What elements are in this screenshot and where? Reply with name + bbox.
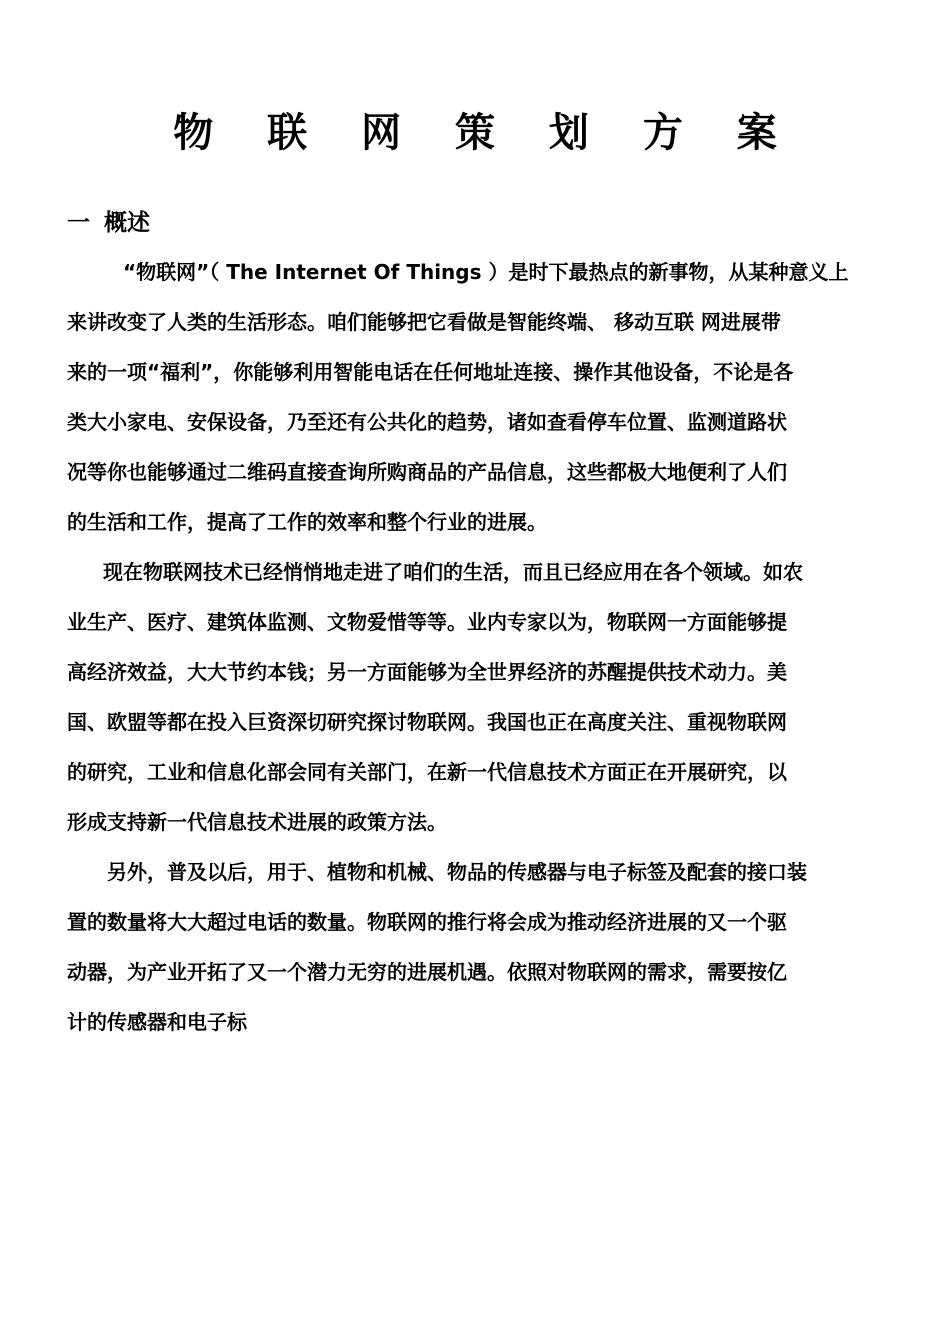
text-line: 的研究，工业和信息化部会同有关部门，在新一代信息技术方面正在开展研究，以 [67,760,787,784]
text-line: “物联网”（ The Internet Of Things ）是时下最热点的新事物，从某种意义上 [123,260,849,284]
text-line: 高经济效益，大大节约本钱；另一方面能够为全世界经济的苏醒提供技术动力。美 [67,660,787,684]
text-line: 置的数量将大大超过电话的数量。物联网的推行将会成为推动经济进展的又一个驱 [67,910,787,934]
text-line: 况等你也能够通过二维码直接查询所购商品的产品信息，这些都极大地便利了人们 [67,460,787,484]
body-text [67,255,887,1055]
text-line: 来讲改变了人类的生活形态。咱们能够把它看做是智能终端、 移动互联 网进展带 [67,310,781,334]
text-line: 计的传感器和电子标 [67,1010,247,1034]
text-line: 类大小家电、安保设备，乃至还有公共化的趋势，诸如查看停车位置、监测道路状 [67,410,787,434]
text-line: 另外，普及以后，用于、植物和机械、物品的传感器与电子标签及配套的接口装 [107,860,807,884]
text-line: 业生产、医疗、建筑体监测、文物爱惜等等。业内专家以为，物联网一方面能够提 [67,610,787,634]
text-line: 动器，为产业开拓了又一个潜力无穷的进展机遇。依照对物联网的需求，需要按亿 [67,960,787,984]
text-line: 形成支持新一代信息技术进展的政策方法。 [67,810,447,834]
text-line: 国、欧盟等都在投入巨资深切研究探讨物联网。我国也正在高度关注、重视物联网 [67,710,787,734]
section-heading [67,206,150,240]
section-number: 一 [67,210,90,236]
text-line: 现在物联网技术已经悄悄地走进了咱们的生活，而且已经应用在各个领域。如农 [103,560,803,584]
section-heading-text: 概述 [104,210,150,236]
text-line: 来的一项“福利”，你能够利用智能电话在任何地址连接、操作其他设备，不论是各 [67,360,794,384]
document-title: 物 联 网 策 划 方 案 [173,110,797,156]
text-line: 的生活和工作，提高了工作的效率和整个行业的进展。 [67,510,547,534]
